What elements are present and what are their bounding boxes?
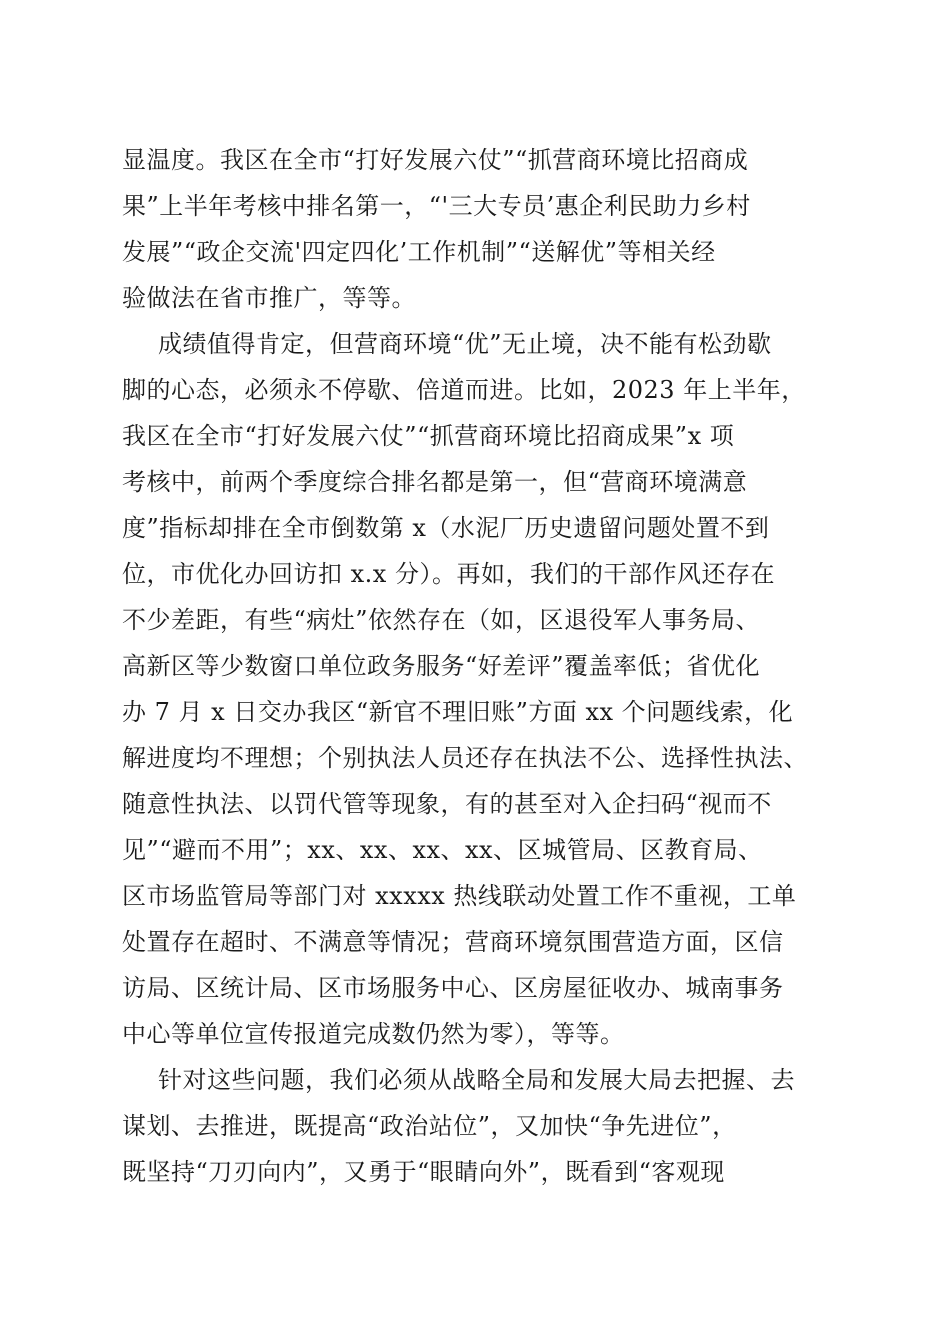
- text-line: 度”指标却排在全市倒数第 x（水泥厂历史遗留问题处置不到: [122, 514, 770, 542]
- paragraph-first-line: 成绩值得肯定，但营商环境“优”无止境，决不能有松劲歇: [158, 330, 772, 358]
- text-line: 发展”“政企交流'四定四化’工作机制”“送解优”等相关经: [122, 238, 716, 266]
- text-line: 我区在全市“打好发展六仗”“抓营商环境比招商成果”x 项: [122, 422, 735, 450]
- text-line: 中心等单位宣传报道完成数仍然为零），等等。: [122, 1020, 625, 1048]
- text-line: 办 7 月 x 日交办我区“新官不理旧账”方面 xx 个问题线索，化: [122, 698, 794, 726]
- text-line: 访局、区统计局、区市场服务中心、区房屋征收办、城南事务: [122, 974, 784, 1002]
- text-line: 位，市优化办回访扣 x.x 分）。再如，我们的干部作风还存在: [122, 560, 775, 588]
- text-line: 验做法在省市推广，等等。: [122, 284, 416, 312]
- text-line: 既坚持“刀刃向内”，又勇于“眼睛向外”，既看到“客观现: [122, 1158, 725, 1186]
- text-line: 处置存在超时、不满意等情况；营商环境氛围营造方面，区信: [122, 928, 784, 956]
- text-line: 考核中，前两个季度综合排名都是第一，但“营商环境满意: [122, 468, 748, 496]
- text-line: 显温度。我区在全市“打好发展六仗”“抓营商环境比招商成: [122, 146, 749, 174]
- text-line: 果”上半年考核中排名第一，“'三大专员’惠企利民助力乡村: [122, 192, 751, 220]
- text-line: 解进度均不理想；个别执法人员还存在执法不公、选择性执法、: [122, 744, 808, 772]
- text-line: 区市场监管局等部门对 xxxxx 热线联动处置工作不重视，工单: [122, 882, 797, 910]
- text-line: 谋划、去推进，既提高“政治站位”，又加快“争先进位”，: [122, 1112, 737, 1140]
- paragraph-first-line: 针对这些问题，我们必须从战略全局和发展大局去把握、去: [158, 1066, 795, 1094]
- text-line: 随意性执法、以罚代管等现象，有的甚至对入企扫码“视而不: [122, 790, 772, 818]
- text-line: 脚的心态，必须永不停歇、倍道而进。比如，2023 年上半年，: [122, 376, 806, 404]
- text-line: 见”“避而不用”；xx、xx、xx、xx、区城管局、区教育局、: [122, 836, 763, 864]
- text-line: 高新区等少数窗口单位政务服务“好差评”覆盖率低；省优化: [122, 652, 761, 680]
- text-line: 不少差距，有些“病灶”依然存在（如，区退役军人事务局、: [122, 606, 761, 634]
